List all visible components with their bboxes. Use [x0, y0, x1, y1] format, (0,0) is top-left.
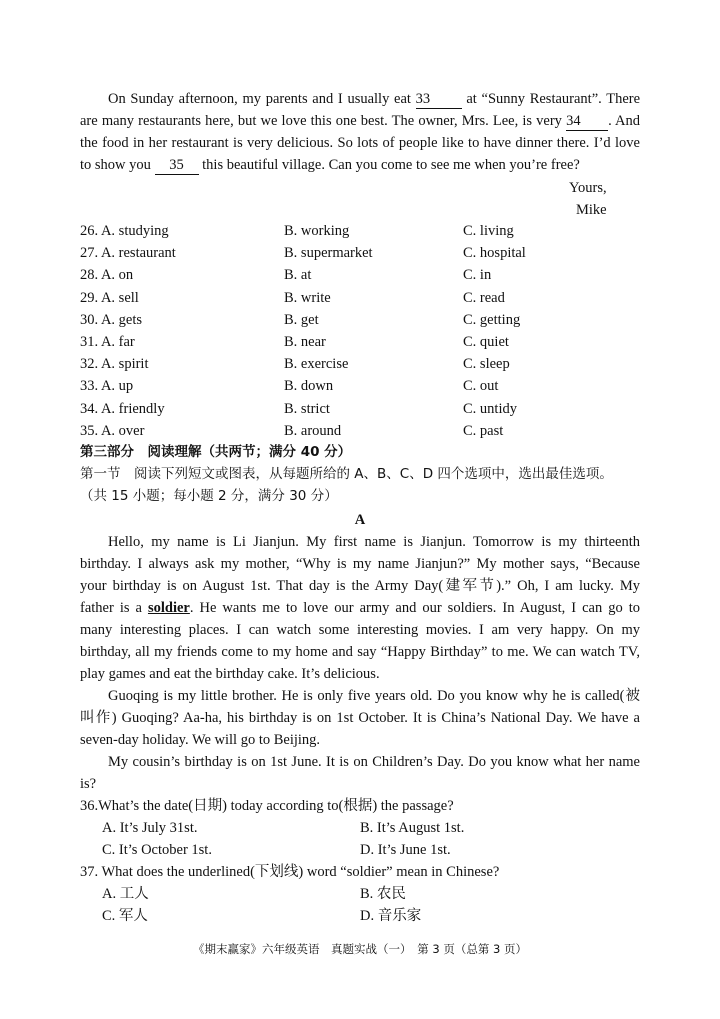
letter-signature: Mike — [576, 202, 607, 218]
text: My cousin’s birthday is on 1st June. It is on Children’s Day. Do you know what her name — [108, 754, 640, 770]
cloze-q26-option-b[interactable]: B. working — [284, 223, 350, 239]
cloze-q30-option-a[interactable]: 30. A. gets — [80, 311, 143, 328]
section1-scoring: （共 15 小题；每小题 2 分，满分 30 分） — [80, 488, 338, 504]
q37-option-a[interactable]: A. 工人 — [102, 886, 149, 902]
cloze-q33-option-a[interactable]: 33. A. up — [80, 378, 134, 395]
q37-option-c[interactable]: C. 军人 — [102, 908, 148, 924]
cloze-q30-option-c[interactable]: C. getting — [463, 311, 521, 328]
passage-line: your birthday is on August 1st. That day is the Army Day(建军节).” Oh, I am lucky. My — [80, 578, 640, 594]
underlined-word-soldier: soldier — [147, 600, 190, 616]
cloze-q34-option-a[interactable]: 34. A. friendly — [80, 400, 165, 417]
text: this beautiful village. Can you come to see me when you’re free? — [202, 157, 580, 173]
cloze-q35-option-a[interactable]: 35. A. over — [80, 422, 145, 439]
text: . He wants me to love our army and our soldiers. In August, I can go to — [189, 600, 641, 616]
passage-label: A — [354, 512, 366, 528]
text: to show you — [80, 157, 151, 173]
cloze-q27-option-c[interactable]: C. hospital — [463, 245, 526, 262]
cloze-q35-option-c[interactable]: C. past — [463, 422, 504, 439]
cloze-q29-option-a[interactable]: 29. A. sell — [80, 289, 139, 306]
passage-line — [80, 685, 640, 707]
letter-line-2 — [80, 110, 640, 132]
cloze-q29-option-c[interactable]: C. read — [463, 289, 505, 306]
section1-instructions: 第一节 阅读下列短文或图表，从每题所给的 A、B、C、D 四个选项中，选出最佳选项。 — [80, 466, 613, 482]
passage-line: 叫作) Guoqing? Aa-ha, his birthday is on 1st October. It is China’s National Day. We have a — [80, 710, 640, 726]
passage-line: play games and eat the birthday cake. It’s delicious. — [80, 666, 380, 682]
question-36-stem: 36.What’s the date(日期) today according to(根据) the passage? — [80, 798, 454, 814]
cloze-q35-option-b[interactable]: B. around — [284, 422, 342, 439]
cloze-q27-option-b[interactable]: B. supermarket — [284, 245, 373, 262]
cloze-q31-option-c[interactable]: C. quiet — [463, 334, 509, 350]
cloze-q27-option-a[interactable]: 27. A. restaurant — [80, 245, 176, 262]
cloze-q33-option-b[interactable]: B. down — [284, 378, 334, 395]
cloze-q31-option-a[interactable]: 31. A. far — [80, 334, 135, 350]
text: are many restaurants here, but we love this one best. The owner, Mrs. Lee, is very — [80, 113, 562, 129]
q37-option-d[interactable]: D. 音乐家 — [360, 908, 422, 924]
passage-line: seven-day holiday. We will go to Beijing. — [80, 732, 321, 748]
text: . And — [608, 113, 641, 129]
q36-option-d[interactable]: D. It’s June 1st. — [360, 842, 451, 858]
letter-line-4 — [80, 154, 640, 176]
cloze-q28-option-c[interactable]: C. in — [463, 267, 492, 284]
cloze-q26-option-c[interactable]: C. living — [463, 223, 514, 239]
blank-34: 34 — [566, 112, 608, 131]
cloze-q32-option-c[interactable]: C. sleep — [463, 356, 510, 373]
passage-line: many interesting places. I can watch some interesting movies. I am very happy. On my — [80, 622, 640, 638]
text: at “Sunny Restaurant”. There — [466, 91, 641, 107]
text: On Sunday afternoon, my parents and I usually eat — [108, 91, 411, 107]
letter-line-1 — [80, 88, 640, 110]
cloze-q30-option-b[interactable]: B. get — [284, 311, 319, 328]
blank-35: 35 — [155, 156, 199, 175]
cloze-q32-option-a[interactable]: 32. A. spirit — [80, 356, 149, 373]
q36-option-a[interactable]: A. It’s July 31st. — [102, 820, 198, 836]
part3-title: 第三部分 阅读理解（共两节；满分 40 分） — [80, 444, 352, 460]
page-footer: 《期末赢家》六年级英语 真题实战（一） 第 3 页（总第 3 页） — [192, 942, 527, 956]
letter-closing: Yours, — [569, 180, 607, 196]
passage-line: birthday, all my friends come to my home and say “Happy Birthday” to me. We can watch TV, — [80, 644, 640, 660]
passage-line — [80, 531, 640, 553]
passage-line — [80, 751, 640, 773]
cloze-q34-option-b[interactable]: B. strict — [284, 400, 330, 417]
q36-option-b[interactable]: B. It’s August 1st. — [360, 820, 465, 836]
blank-33: 33 — [416, 90, 462, 109]
passage-line: is? — [80, 776, 97, 792]
cloze-q29-option-b[interactable]: B. write — [284, 289, 331, 306]
question-37-stem: 37. What does the underlined(下划线) word “soldier” mean in Chinese? — [80, 864, 500, 880]
text: Hello, my name is Li Jianjun. My first name is Jianjun. Tomorrow is my thirteenth — [108, 534, 640, 550]
q36-option-c[interactable]: C. It’s October 1st. — [102, 842, 212, 858]
cloze-q28-option-a[interactable]: 28. A. on — [80, 267, 134, 284]
cloze-q32-option-b[interactable]: B. exercise — [284, 356, 349, 373]
letter-line-3: the food in her restaurant is very delicious. So lots of people like to have dinner there. I’d love — [80, 135, 640, 151]
passage-line — [80, 597, 640, 619]
passage-line: birthday. I always ask my mother, “Why is my name Jianjun?” My mother says, “Because — [80, 556, 640, 572]
text: Guoqing is my little brother. He is only five years old. Do you know why he is called(被 — [108, 688, 640, 704]
q37-option-b[interactable]: B. 农民 — [360, 886, 406, 902]
cloze-q28-option-b[interactable]: B. at — [284, 267, 312, 284]
cloze-q33-option-c[interactable]: C. out — [463, 378, 499, 395]
text: father is a — [80, 600, 142, 616]
cloze-q31-option-b[interactable]: B. near — [284, 334, 326, 350]
cloze-q34-option-c[interactable]: C. untidy — [463, 400, 517, 417]
cloze-q26-option-a[interactable]: 26. A. studying — [80, 223, 169, 239]
